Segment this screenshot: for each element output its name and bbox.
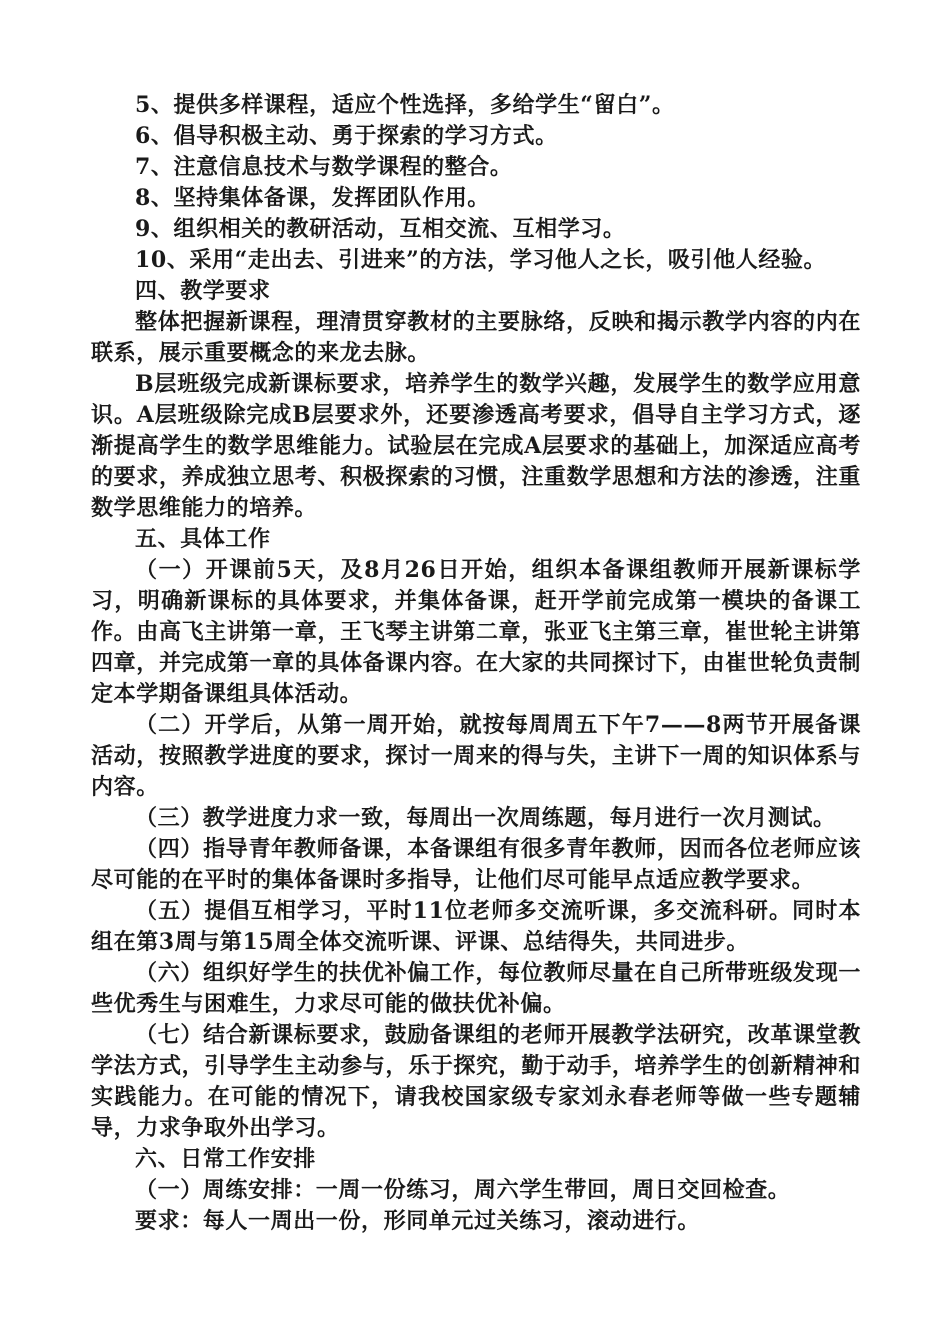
list-item-5: 5、提供多样课程，适应个性选择，多给学生“留白”。 bbox=[135, 92, 675, 118]
document-body bbox=[91, 90, 861, 1237]
work-item-2: （二）开学后，从第一周开始，就按每周周五下午7——8两节开展备课活动，按照教学进度的要求，探讨一周来的得与失，主讲下一周的知识体系与内容。 bbox=[91, 712, 861, 800]
work-item-6: （六）组织好学生的扶优补偏工作，每位教师尽量在自己所带班级发现一些优秀生与困难生，力求尽可能的做扶优补偏。 bbox=[91, 960, 861, 1017]
paragraph-overall-grasp: 整体把握新课程，理清贯穿教材的主要脉络，反映和揭示教学内容的内在联系，展示重要概念的来龙去脉。 bbox=[91, 309, 861, 366]
list-item-7: 7、注意信息技术与数学课程的整合。 bbox=[135, 154, 513, 180]
list-item-6: 6、倡导积极主动、勇于探索的学习方式。 bbox=[135, 123, 558, 149]
list-item-9: 9、组织相关的教研活动，互相交流、互相学习。 bbox=[135, 216, 626, 242]
section-heading-daily-arrangement: 六、日常工作安排 bbox=[135, 1146, 316, 1172]
list-item-8: 8、坚持集体备课，发挥团队作用。 bbox=[135, 185, 490, 211]
work-item-4: （四）指导青年教师备课，本备课组有很多青年教师，因而各位老师应该尽可能的在平时的集体备课时多指导，让他们尽可能早点适应教学要求。 bbox=[91, 836, 861, 893]
daily-item-1: （一）周练安排：一周一份练习，周六学生带回，周日交回检查。 bbox=[135, 1177, 791, 1203]
list-item-10: 10、采用“走出去、引进来”的方法，学习他人之长，吸引他人经验。 bbox=[135, 247, 827, 273]
section-heading-teaching-requirements: 四、教学要求 bbox=[135, 278, 271, 304]
work-item-7: （七）结合新课标要求，鼓励备课组的老师开展教学法研究，改革课堂教学法方式，引导学生主动参与，乐于探究，勤于动手，培养学生的创新精神和实践能力。在可能的情况下，请我校国家级专家刘永春老师等做一些专题辅导，力求争取外出学习。 bbox=[91, 1022, 861, 1141]
paragraph-class-levels: B层班级完成新课标要求，培养学生的数学兴趣，发展学生的数学应用意识。A层班级除完成B层要求外，还要渗透高考要求，倡导自主学习方式，逐渐提高学生的数学思维能力。试验层在完成A层要求的基础上，加深适应高考的要求，养成独立思考、积极探索的习惯，注重数学思想和方法的渗透，注重数学思维能力的培养。 bbox=[91, 371, 861, 521]
daily-item-requirement: 要求：每人一周出一份，形同单元过关练习，滚动进行。 bbox=[135, 1208, 701, 1234]
work-item-1: （一）开课前5天，及8月26日开始，组织本备课组教师开展新课标学习，明确新课标的具体要求，并集体备课，赶开学前完成第一模块的备课工作。由高飞主讲第一章，王飞琴主讲第二章，张亚飞主第三章，崔世轮主讲第四章，并完成第一章的具体备课内容。在大家的共同探讨下，由崔世轮负责制定本学期备课组具体活动。 bbox=[91, 557, 861, 707]
work-item-5: （五）提倡互相学习，平时11位老师多交流听课，多交流科研。同时本组在第3周与第15周全体交流听课、评课、总结得失，共同进步。 bbox=[91, 898, 861, 955]
work-item-3: （三）教学进度力求一致，每周出一次周练题，每月进行一次月测试。 bbox=[135, 805, 836, 831]
section-heading-specific-work: 五、具体工作 bbox=[135, 526, 271, 552]
